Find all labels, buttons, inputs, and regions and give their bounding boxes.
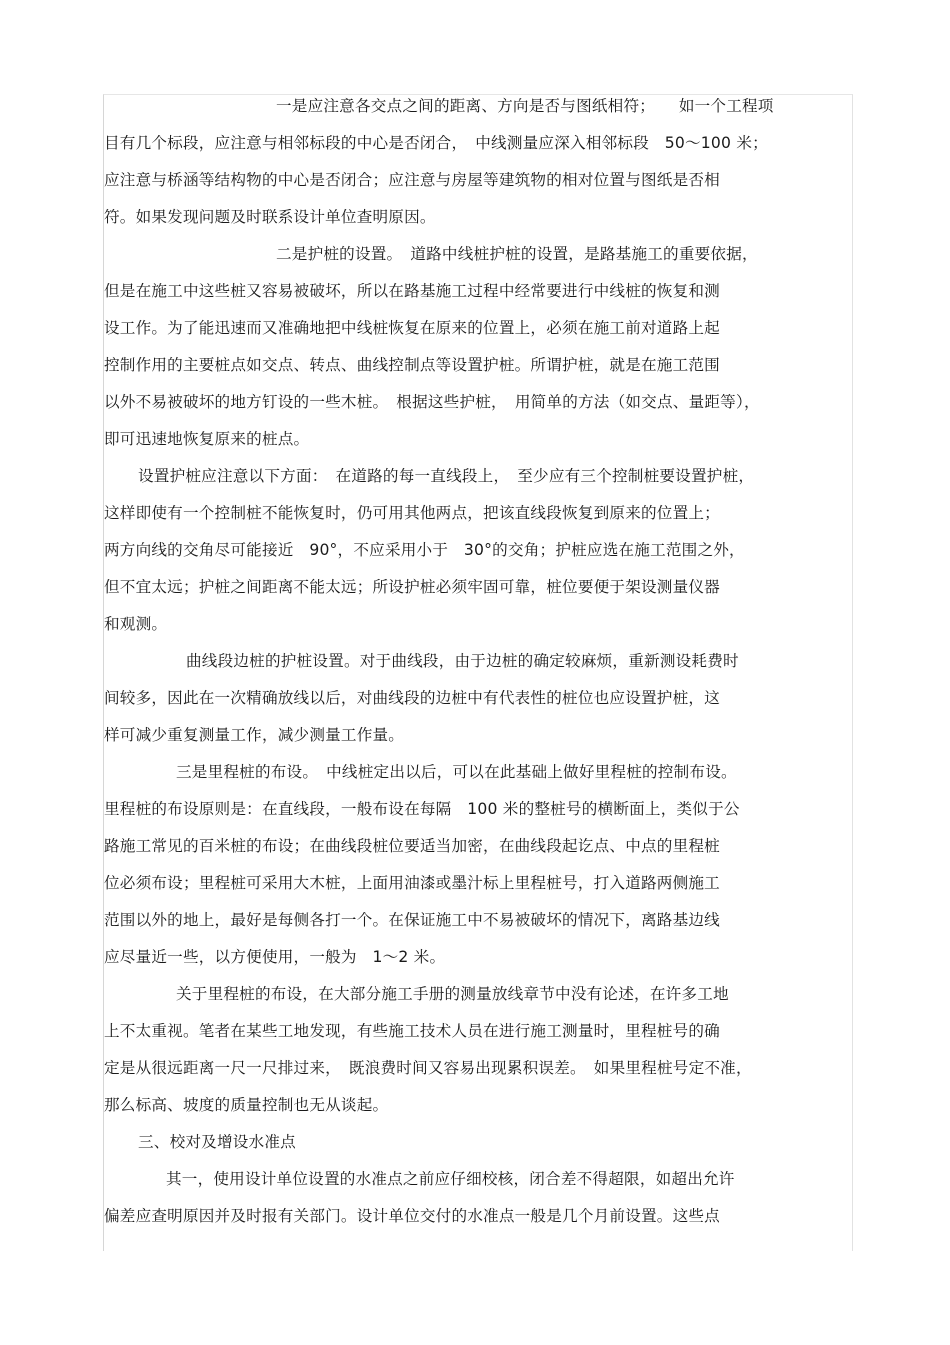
text-line: 定是从很远距离一尺一尺排过来， 既浪费时间又容易出现累积误差。 如果里程桩号定不准， [104, 1059, 752, 1077]
text-line: 里程桩的布设原则是：在直线段，一般布设在每隔 100 米的整桩号的横断面上，类似于公 [104, 800, 740, 818]
text-line: 但不宜太远；护桩之间距离不能太远；所设护桩必须牢固可靠，桩位要便于架设测量仪器 [104, 578, 720, 596]
text-line: 偏差应查明原因并及时报有关部门。设计单位交付的水准点一般是几个月前设置。这些点 [104, 1207, 720, 1225]
text-line: 样可减少重复测量工作，减少测量工作量。 [104, 726, 405, 744]
text-line: 应尽量近一些，以方便使用，一般为 1～2 米。 [104, 948, 446, 966]
text-line: 以外不易被破坏的地方钉设的一些木桩。 根据这些护桩， 用简单的方法（如交点、量距等）， [104, 393, 760, 411]
text-line: 应注意与桥涵等结构物的中心是否闭合；应注意与房屋等建筑物的相对位置与图纸是否相 [104, 171, 720, 189]
text-line: 关于里程桩的布设，在大部分施工手册的测量放线章节中没有论述，在许多工地 [176, 985, 729, 1003]
text-line: 那么标高、坡度的质量控制也无从谈起。 [104, 1096, 389, 1114]
text-line: 设工作。为了能迅速而又准确地把中线桩恢复在原来的位置上，必须在施工前对道路上起 [104, 319, 720, 337]
text-line: 二是护桩的设置。 道路中线桩护桩的设置，是路基施工的重要依据， [276, 245, 758, 263]
text-line: 但是在施工中这些桩又容易被破坏，所以在路基施工过程中经常要进行中线桩的恢复和测 [104, 282, 720, 300]
text-line: 曲线段边桩的护桩设置。对于曲线段，由于边桩的确定较麻烦，重新测设耗费时 [186, 652, 739, 670]
text-line: 目有几个标段，应注意与相邻标段的中心是否闭合， 中线测量应深入相邻标段 50～100 米； [104, 134, 768, 152]
text-line: 控制作用的主要桩点如交点、转点、曲线控制点等设置护桩。所谓护桩，就是在施工范围 [104, 356, 720, 374]
text-line: 这样即使有一个控制桩不能恢复时，仍可用其他两点，把该直线段恢复到原来的位置上； [104, 504, 720, 522]
text-line: 即可迅速地恢复原来的桩点。 [104, 430, 310, 448]
text-line: 间较多，因此在一次精确放线以后，对曲线段的边桩中有代表性的桩位也应设置护桩，这 [104, 689, 720, 707]
text-line: 位必须布设；里程桩可采用大木桩，上面用油漆或墨汁标上里程桩号，打入道路两侧施工 [104, 874, 720, 892]
text-line: 符。如果发现问题及时联系设计单位查明原因。 [104, 208, 436, 226]
text-line: 路施工常见的百米桩的布设；在曲线段桩位要适当加密，在曲线段起讫点、中点的里程桩 [104, 837, 720, 855]
text-line: 三是里程桩的布设。 中线桩定出以后，可以在此基础上做好里程桩的控制布设。 [176, 763, 737, 781]
text-line: 设置护桩应注意以下方面： 在道路的每一直线段上， 至少应有三个控制桩要设置护桩， [138, 467, 755, 485]
text-line: 一是应注意各交点之间的距离、方向是否与图纸相符； 如一个工程项 [276, 97, 774, 115]
text-line: 两方向线的交角尽可能接近 90°，不应采用小于 30°的交角；护桩应选在施工范围之外， [104, 541, 745, 559]
text-line: 上不太重视。笔者在某些工地发现，有些施工技术人员在进行施工测量时，里程桩号的确 [104, 1022, 720, 1040]
text-line: 其一，使用设计单位设置的水准点之前应仔细校核，闭合差不得超限，如超出允许 [166, 1170, 735, 1188]
text-line: 范围以外的地上，最好是每侧各打一个。在保证施工中不易被破坏的情况下，离路基边线 [104, 911, 720, 929]
text-line: 和观测。 [104, 615, 168, 633]
section-heading: 三、校对及增设水准点 [138, 1133, 296, 1151]
